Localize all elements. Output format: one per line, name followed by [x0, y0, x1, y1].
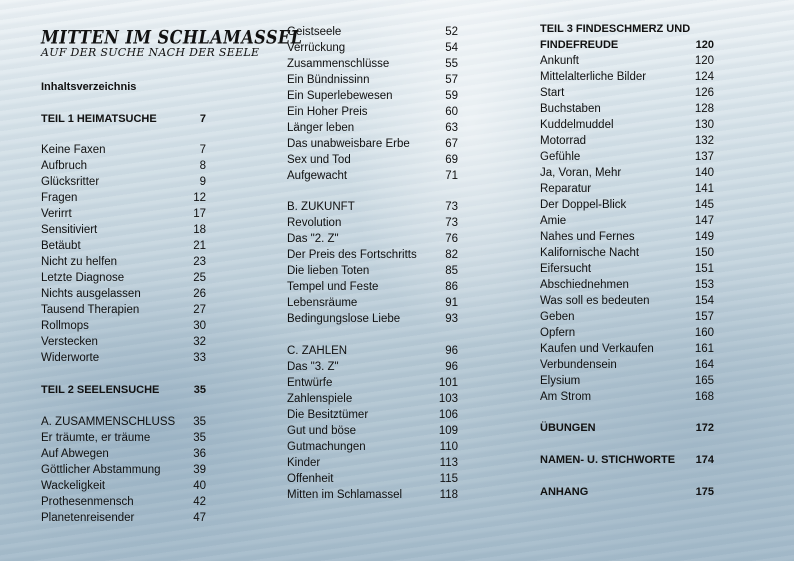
- toc-entry-title: Ein Superlebewesen: [287, 90, 393, 102]
- toc-entry-page: 54: [445, 42, 458, 54]
- toc-entry-title: Der Doppel-Blick: [540, 199, 627, 211]
- toc-entry-title: Betäubt: [41, 240, 81, 252]
- toc-entry-page: 130: [694, 119, 714, 131]
- toc-entry-title: Mittelalterliche Bilder: [540, 71, 647, 83]
- toc-entry-title: Am Strom: [540, 391, 592, 403]
- toc-entry-page: 154: [694, 295, 714, 307]
- toc-entry-title: Prothesenmensch: [41, 496, 134, 508]
- toc-entry-page: 150: [694, 247, 714, 259]
- toc-entry-title: Kalifornische Nacht: [540, 247, 640, 259]
- toc-entry-title: Geben: [540, 311, 575, 323]
- toc-entry-title: Tausend Therapien: [41, 304, 140, 316]
- toc-entry-page: 60: [445, 106, 458, 118]
- toc-entry-page: 168: [694, 391, 714, 403]
- toc-entry-page: 149: [694, 231, 714, 243]
- toc-entry-title: Gutmachungen: [287, 441, 366, 453]
- toc-entry-page: 141: [694, 183, 714, 195]
- toc-entry-page: 36: [193, 448, 206, 460]
- toc-entry-title: Entwürfe: [287, 377, 333, 389]
- toc-entry-page: 165: [694, 375, 714, 387]
- toc-entry-title: Keine Faxen: [41, 144, 106, 156]
- toc-entry-title: Mitten im Schlamassel: [287, 489, 403, 501]
- toc-entry-title: Gefühle: [540, 151, 581, 163]
- toc-entry-page: 21: [193, 240, 206, 252]
- toc-entry-page: 174: [695, 454, 714, 466]
- toc-entry-page: 7: [199, 113, 206, 125]
- toc-entry-page: 172: [695, 422, 714, 434]
- toc-entry-title: Göttlicher Abstammung: [41, 464, 161, 476]
- toc-entry-page: 30: [193, 320, 206, 332]
- book-subtitle: AUF DER SUCHE NACH DER SEELE: [41, 46, 260, 59]
- toc-entry-page: 124: [694, 71, 714, 83]
- toc-entry-page: 42: [193, 496, 206, 508]
- toc-entry-page: 157: [694, 311, 714, 323]
- toc-entry-page: 67: [445, 138, 458, 150]
- toc-entry-title: Die Besitztümer: [287, 409, 369, 421]
- toc-entry-title: Lebensräume: [287, 297, 358, 309]
- toc-entry-page: 110: [439, 441, 458, 453]
- toc-entry-page: 8: [199, 160, 206, 172]
- toc-entry-page: 47: [193, 512, 206, 524]
- toc-entry-page: 52: [445, 26, 458, 38]
- toc-entry-title: Widerworte: [41, 352, 100, 364]
- toc-entry-title: Nahes und Fernes: [540, 231, 635, 243]
- toc-entry-title: Elysium: [540, 375, 581, 387]
- toc-entry-page: 93: [445, 313, 458, 325]
- toc-entry-title: Buchstaben: [540, 103, 601, 115]
- toc-entry-title: Tempel und Feste: [287, 281, 379, 293]
- toc-entry-title: Ja, Voran, Mehr: [540, 167, 622, 179]
- toc-entry-page: 101: [438, 377, 458, 389]
- toc-entry-page: 39: [193, 464, 206, 476]
- book-title: MITTEN IM SCHLAMASSEL: [41, 26, 303, 48]
- toc-entry-title: Start: [540, 87, 565, 99]
- toc-entry-title: NAMEN- U. STICHWORTE: [540, 454, 676, 466]
- toc-entry-title: C. ZAHLEN: [287, 345, 348, 357]
- toc-entry-title: Kuddelmuddel: [540, 119, 614, 131]
- toc-entry-page: 91: [445, 297, 458, 309]
- toc-entry-title: Was soll es bedeuten: [540, 295, 650, 307]
- toc-entry-title: TEIL 2 SEELENSUCHE: [41, 384, 160, 396]
- toc-entry-title: ÜBUNGEN: [540, 422, 596, 434]
- toc-entry-page: 18: [193, 224, 206, 236]
- toc-entry-page: 73: [445, 201, 458, 213]
- toc-entry-page: 73: [445, 217, 458, 229]
- toc-entry-title: Revolution: [287, 217, 342, 229]
- toc-entry-title: Sex und Tod: [287, 154, 351, 166]
- toc-entry-title: Auf Abwegen: [41, 448, 109, 460]
- toc-entry-title: Nichts ausgelassen: [41, 288, 141, 300]
- toc-entry-title: A. ZUSAMMENSCHLUSS: [41, 416, 176, 428]
- toc-entry-page: 120: [695, 39, 714, 51]
- toc-entry-title: B. ZUKUNFT: [287, 201, 355, 213]
- toc-entry-page: 145: [694, 199, 714, 211]
- toc-entry-title: TEIL 1 HEIMATSUCHE: [41, 113, 157, 125]
- toc-entry-page: 69: [445, 154, 458, 166]
- toc-entry-page: 109: [438, 425, 458, 437]
- toc-entry-title: Die lieben Toten: [287, 265, 370, 277]
- toc-entry-page: 17: [193, 208, 206, 220]
- toc-entry-page: 33: [193, 352, 206, 364]
- toc-entry-page: 86: [445, 281, 458, 293]
- toc-entry-page: 160: [694, 327, 714, 339]
- toc-entry-title: TEIL 3 FINDESCHMERZ UND: [540, 23, 691, 35]
- toc-entry-page: 23: [193, 256, 206, 268]
- toc-entry-page: 115: [439, 473, 458, 485]
- toc-entry-page: 128: [694, 103, 714, 115]
- toc-entry-page: 85: [445, 265, 458, 277]
- toc-entry-title: Opfern: [540, 327, 576, 339]
- toc-entry-page: 55: [445, 58, 458, 70]
- toc-entry-page: 12: [193, 192, 206, 204]
- toc-entry-page: 59: [445, 90, 458, 102]
- toc-entry-title: ANHANG: [540, 486, 589, 498]
- toc-entry-page: 96: [445, 345, 458, 357]
- toc-entry-title: FINDEFREUDE: [540, 39, 619, 51]
- toc-entry-page: 147: [694, 215, 714, 227]
- toc-entry-title: Geistseele: [287, 26, 342, 38]
- toc-entry-page: 7: [199, 144, 206, 156]
- toc-entry-page: 103: [438, 393, 458, 405]
- toc-entry-title: Rollmops: [41, 320, 89, 332]
- toc-entry-page: 27: [193, 304, 206, 316]
- toc-entry-page: 35: [193, 384, 206, 396]
- toc-entry-title: Abschiednehmen: [540, 279, 629, 291]
- toc-entry-page: 32: [193, 336, 206, 348]
- toc-entry-page: 35: [193, 416, 206, 428]
- toc-entry-page: 126: [694, 87, 714, 99]
- toc-entry-title: Zusammenschlüsse: [287, 58, 390, 70]
- toc-entry-title: Verirrt: [41, 208, 72, 220]
- toc-entry-title: Sensitiviert: [41, 224, 98, 236]
- toc-entry-title: Das unabweisbare Erbe: [287, 138, 410, 150]
- toc-entry-title: Reparatur: [540, 183, 592, 195]
- toc-entry-title: Ein Bündnissinn: [287, 74, 370, 86]
- toc-entry-page: 9: [199, 176, 206, 188]
- toc-entry-title: Verrückung: [287, 42, 346, 54]
- toc-entry-title: Glücksritter: [41, 176, 100, 188]
- toc-entry-page: 132: [694, 135, 714, 147]
- toc-entry-page: 35: [193, 432, 206, 444]
- toc-entry-page: 96: [445, 361, 458, 373]
- toc-entry-title: Das "2. Z": [287, 233, 339, 245]
- toc-entry-page: 175: [695, 486, 714, 498]
- toc-entry-title: Kinder: [287, 457, 321, 469]
- toc-entry-title: Eifersucht: [540, 263, 592, 275]
- toc-entry-title: Gut und böse: [287, 425, 357, 437]
- toc-entry-title: Wackeligkeit: [41, 480, 106, 492]
- toc-entry-page: 113: [439, 457, 458, 469]
- toc-entry-title: Ein Hoher Preis: [287, 106, 368, 118]
- toc-entry-title: Länger leben: [287, 122, 355, 134]
- toc-entry-title: Fragen: [41, 192, 78, 204]
- toc-entry-page: 40: [193, 480, 206, 492]
- toc-entry-title: Aufbruch: [41, 160, 88, 172]
- toc-entry-page: 25: [193, 272, 206, 284]
- toc-entry-title: Zahlenspiele: [287, 393, 353, 405]
- toc-entry-page: 151: [694, 263, 714, 275]
- toc-entry-page: 161: [694, 343, 714, 355]
- toc-entry-page: 76: [445, 233, 458, 245]
- toc-heading: Inhaltsverzeichnis: [41, 81, 137, 93]
- toc-entry-title: Offenheit: [287, 473, 334, 485]
- toc-entry-page: 106: [438, 409, 458, 421]
- toc-entry-title: Ankunft: [540, 55, 579, 67]
- toc-entry-page: 82: [445, 249, 458, 261]
- toc-entry-page: 118: [439, 489, 458, 501]
- toc-entry-title: Amie: [540, 215, 567, 227]
- toc-entry-page: 120: [694, 55, 714, 67]
- toc-entry-page: 137: [694, 151, 714, 163]
- toc-entry-title: Verstecken: [41, 336, 98, 348]
- toc-entry-page: 57: [445, 74, 458, 86]
- toc-entry-title: Er träumte, er träume: [41, 432, 151, 444]
- toc-entry-title: Das "3. Z": [287, 361, 339, 373]
- toc-entry-title: Verbundensein: [540, 359, 617, 371]
- toc-entry-page: 63: [445, 122, 458, 134]
- toc-entry-page: 26: [193, 288, 206, 300]
- toc-entry-title: Motorrad: [540, 135, 587, 147]
- toc-entry-title: Aufgewacht: [287, 170, 348, 182]
- toc-entry-page: 140: [694, 167, 714, 179]
- toc-entry-page: 71: [445, 170, 458, 182]
- toc-entry-title: Planetenreisender: [41, 512, 135, 524]
- toc-entry-page: 164: [694, 359, 714, 371]
- toc-entry-page: 153: [694, 279, 714, 291]
- toc-entry-title: Kaufen und Verkaufen: [540, 343, 654, 355]
- toc-entry-title: Der Preis des Fortschritts: [287, 249, 417, 261]
- toc-entry-title: Bedingungslose Liebe: [287, 313, 401, 325]
- toc-entry-title: Letzte Diagnose: [41, 272, 125, 284]
- toc-entry-title: Nicht zu helfen: [41, 256, 118, 268]
